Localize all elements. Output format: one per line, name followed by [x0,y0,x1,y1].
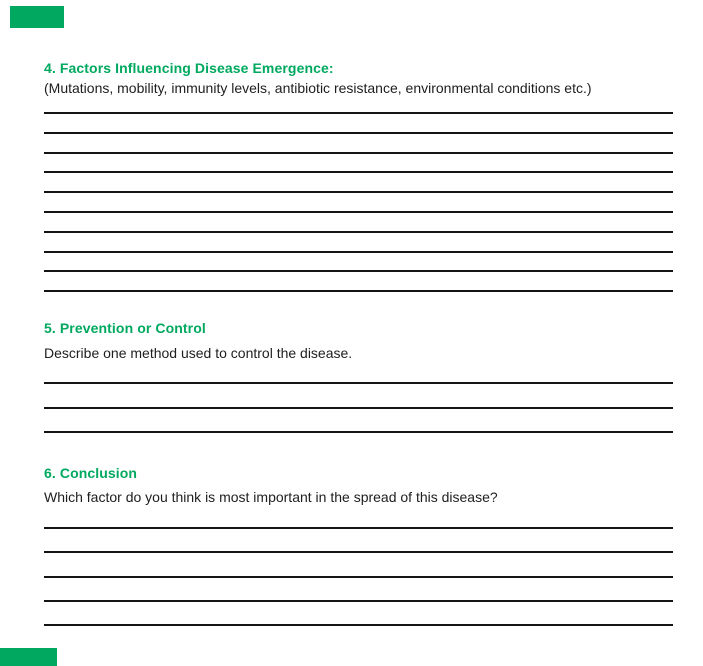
answer-line [44,576,673,578]
answer-line [44,382,673,384]
section-prevention-answer-lines [44,382,673,433]
answer-line [44,407,673,409]
answer-line [44,132,673,134]
section-factors-answer-lines [44,112,673,292]
answer-line [44,152,673,154]
answer-line [44,600,673,602]
section-conclusion-subtext: Which factor do you think is most important in the spread of this disease? [44,489,498,505]
section-conclusion-answer-lines [44,527,673,626]
answer-line [44,211,673,213]
answer-line [44,290,673,292]
answer-line [44,270,673,272]
answer-line [44,251,673,253]
answer-line [44,171,673,173]
section-conclusion-heading: 6. Conclusion [44,465,138,481]
section-prevention-subtext: Describe one method used to control the disease. [44,345,353,361]
answer-line [44,551,673,553]
answer-line [44,527,673,529]
section-prevention-heading: 5. Prevention or Control [44,320,206,336]
top-left-accent-block [10,6,64,28]
answer-line [44,431,673,433]
section-factors-heading: 4. Factors Influencing Disease Emergence: [44,60,334,76]
answer-line [44,191,673,193]
answer-line [44,112,673,114]
section-factors-subtext: (Mutations, mobility, immunity levels, antibiotic resistance, environmental conditions etc.) [44,80,592,96]
answer-line [44,231,673,233]
answer-line [44,624,673,626]
bottom-left-accent-block [0,648,57,666]
